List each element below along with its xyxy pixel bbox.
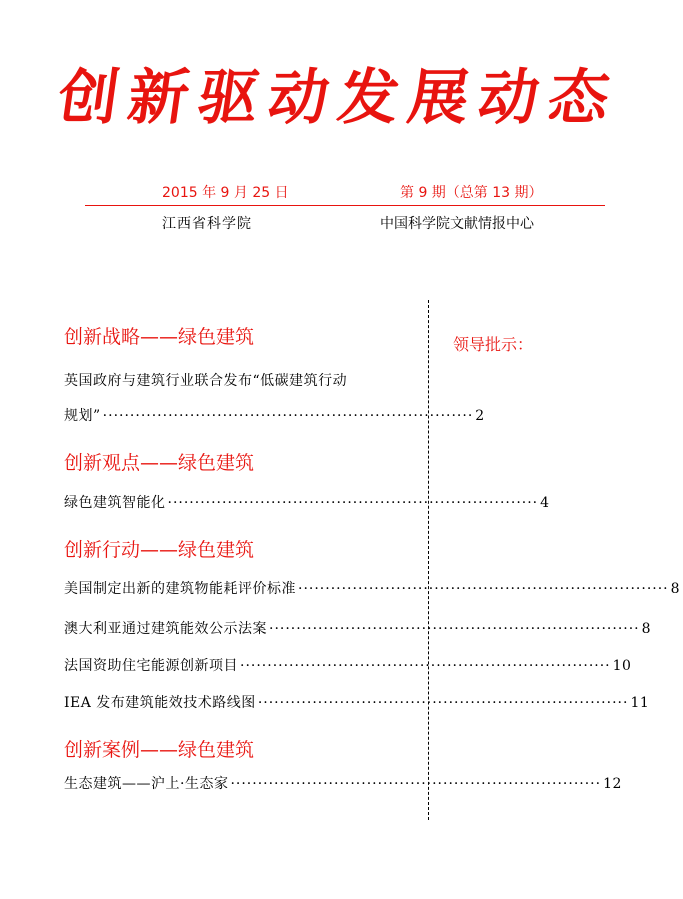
- toc-item[interactable]: [64, 773, 622, 793]
- toc-item-page: 12: [603, 776, 622, 792]
- toc-leader-dots: ····································································: [298, 581, 669, 597]
- toc-item[interactable]: [64, 405, 485, 425]
- toc-leader-dots: ····································································: [102, 408, 474, 424]
- toc-item-title: 法国资助住宅能源创新项目: [64, 658, 238, 674]
- toc-item-title: 生态建筑——沪上·生态家: [64, 776, 229, 792]
- toc-section-heading: 创新观点——绿色建筑: [64, 452, 255, 474]
- toc-item[interactable]: [64, 692, 650, 712]
- leader-comment-label: 领导批示：: [453, 335, 534, 354]
- toc-section-heading: 创新行动——绿色建筑: [64, 539, 255, 561]
- toc-item-page: 11: [630, 695, 650, 711]
- publisher-left: 江西省科学院: [162, 216, 252, 232]
- toc-item-page: 8: [641, 621, 652, 637]
- toc-item-title: 美国制定出新的建筑物能耗评价标准: [64, 581, 296, 597]
- toc-section-heading: 创新案例——绿色建筑: [64, 739, 255, 761]
- issue-number: 第 9 期（总第 13 期）: [400, 185, 543, 201]
- toc-leader-dots: ····································································: [230, 776, 602, 792]
- toc-item-page: 10: [612, 658, 632, 674]
- toc-leader-dots: ····································································: [257, 695, 629, 711]
- toc-leader-dots: ····································································: [269, 621, 640, 637]
- toc-section-heading: 创新战略——绿色建筑: [64, 326, 255, 348]
- toc-item[interactable]: [64, 618, 652, 638]
- toc-item-page: 4: [540, 495, 550, 511]
- toc-item[interactable]: [64, 492, 550, 512]
- toc-item-text-line1: 英国政府与建筑行业联合发布“低碳建筑行动: [64, 373, 348, 389]
- toc-leader-dots: ····································································: [240, 658, 611, 674]
- toc-item-title: IEA 发布建筑能效技术路线图: [64, 695, 256, 711]
- toc-leader-dots: ····································································: [167, 495, 539, 511]
- toc-item-title: 绿色建筑智能化: [64, 495, 166, 511]
- toc-item-title: 规划”: [64, 408, 101, 424]
- toc-item-title: 澳大利亚通过建筑能效公示法案: [64, 621, 267, 637]
- toc-item-page: 2: [475, 408, 485, 424]
- toc-item[interactable]: [64, 578, 681, 598]
- toc-item[interactable]: [64, 655, 632, 675]
- publisher-right: 中国科学院文献情报中心: [380, 216, 534, 232]
- issue-date: 2015 年 9 月 25 日: [162, 185, 289, 201]
- column-divider: [428, 300, 429, 820]
- toc-item-page: 8: [670, 581, 681, 597]
- header-rule: [85, 205, 605, 206]
- publication-title: 创新驱动发展动态: [53, 63, 624, 133]
